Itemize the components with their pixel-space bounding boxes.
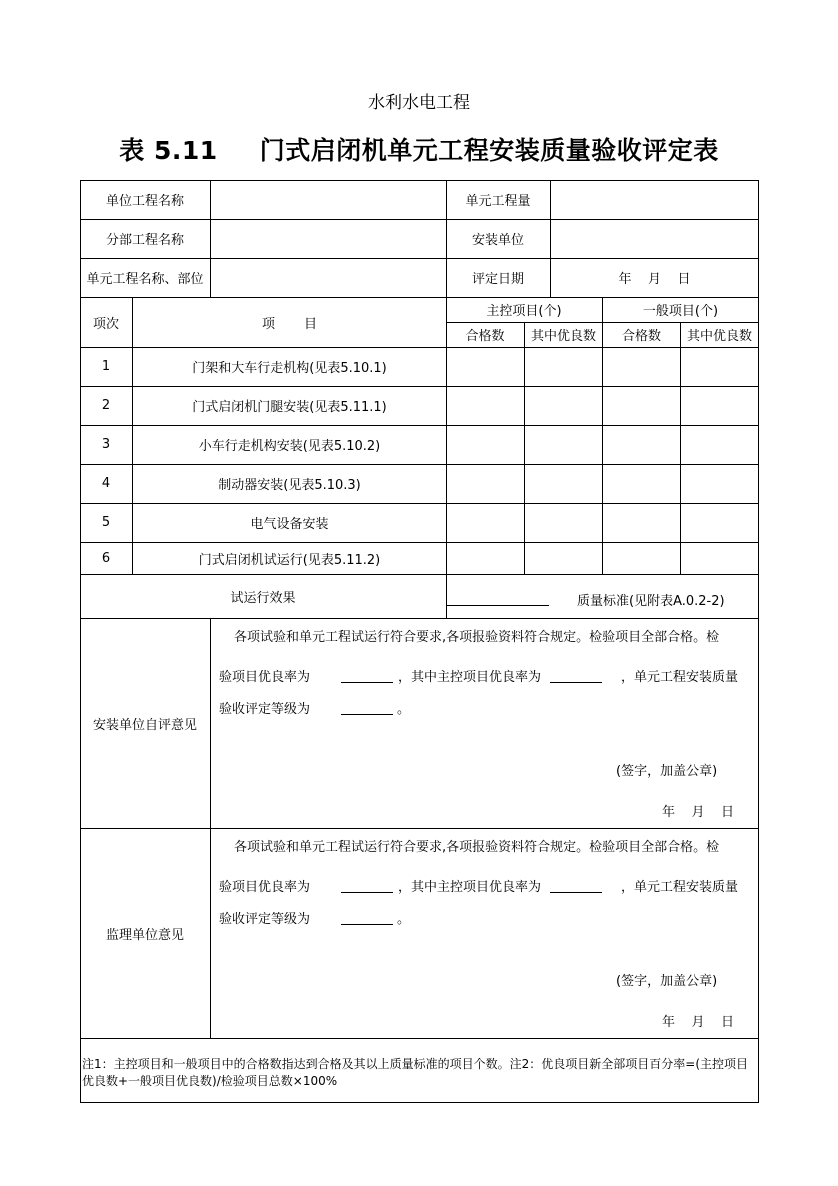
supervisor-rate-blank[interactable] <box>341 892 393 893</box>
row-no: 2 <box>101 398 111 413</box>
row-item: 门式启闭机试运行(见表5.11.2) <box>198 552 381 568</box>
main-items-header: 主控项目(个) <box>486 304 562 319</box>
division-name-value[interactable] <box>211 219 446 258</box>
self-eval-period: 。 <box>397 702 411 717</box>
general-items-header: 一般项目(个) <box>642 304 719 319</box>
self-eval-line1: 各项试验和单元工程试运行符合要求,各项报验资料符合规定。检验项目全部合格。检 <box>234 630 720 645</box>
eval-date-label: 评定日期 <box>471 272 524 287</box>
self-eval-label: 安装单位自评意见 <box>92 717 197 733</box>
unit-quantity-value[interactable] <box>551 180 758 219</box>
general-pass-count-header: 合格数 <box>621 329 661 344</box>
unit-quantity-label: 单元工程量 <box>465 194 531 209</box>
supervisor-grade-blank[interactable] <box>341 924 393 925</box>
row-no: 6 <box>101 550 111 566</box>
self-eval-quality-label: ，单元工程安装质量 <box>621 670 739 685</box>
self-eval-grade-label: 验收评定等级为 <box>219 702 311 717</box>
self-eval-rate-label: 验项目优良率为 <box>219 670 311 685</box>
eval-date-value[interactable]: 年 月 日 <box>618 272 691 287</box>
main-excellent-count-header: 其中优良数 <box>530 329 596 344</box>
unit-project-name-label: 单位工程名称 <box>105 194 184 209</box>
supervisor-date: 年 月 日 <box>662 1015 735 1030</box>
general-excellent-count-header: 其中优良数 <box>686 329 752 344</box>
supervisor-main-rate-label: ，其中主控项目优良率为 <box>398 880 542 895</box>
row-no: 3 <box>101 437 111 452</box>
supervisor-quality-label: ，单元工程安装质量 <box>621 880 739 895</box>
unit-project-name-value[interactable] <box>211 180 446 219</box>
supervisor-rate-label: 验项目优良率为 <box>219 880 311 895</box>
row-no: 1 <box>101 359 111 374</box>
document-title <box>0 131 838 167</box>
element-name-label: 单元工程名称、部位 <box>86 272 204 287</box>
row-item: 门式启闭机门腿安装(见表5.11.1) <box>192 400 387 415</box>
element-name-value[interactable] <box>211 258 446 297</box>
table-title: 门式启闭机单元工程安装质量验收评定表 <box>259 136 719 165</box>
self-eval-rate-blank[interactable] <box>341 682 393 683</box>
footnote: 注1：主控项目和一般项目中的合格数指达到合格及其以上质量标准的项目个数。注2：优良项目新全部项目百分率=(主控项目优良数+一般项目优良数)/检验项目总数×100% <box>82 1057 749 1088</box>
install-unit-label: 安装单位 <box>471 233 524 248</box>
self-eval-main-rate-label: ，其中主控项目优良率为 <box>398 670 542 685</box>
row-item: 电气设备安装 <box>250 517 329 532</box>
self-eval-date: 年 月 日 <box>662 805 735 820</box>
self-eval-main-rate-blank[interactable] <box>550 682 602 683</box>
self-eval-grade-blank[interactable] <box>341 714 393 715</box>
supervisor-label: 监理单位意见 <box>105 927 184 943</box>
install-unit-value[interactable] <box>551 219 758 258</box>
item-header: 项 目 <box>262 316 317 332</box>
supervisor-line1: 各项试验和单元工程试运行符合要求,各项报验资料符合规定。检验项目全部合格。检 <box>234 840 720 855</box>
row-item: 门架和大车行走机构(见表5.10.1) <box>192 361 387 376</box>
row-item: 小车行走机构安装(见表5.10.2) <box>198 439 381 454</box>
supervisor-signature: (签字，加盖公章) <box>616 974 718 989</box>
supervisor-period: 。 <box>397 912 411 927</box>
row-no: 4 <box>101 476 111 491</box>
trial-run-result-blank[interactable] <box>446 605 549 606</box>
supervisor-grade-label: 验收评定等级为 <box>219 912 311 927</box>
row-no: 5 <box>101 515 111 530</box>
supervisor-main-rate-blank[interactable] <box>550 892 602 893</box>
trial-run-standard: 质量标准(见附表A.0.2-2) <box>577 594 725 609</box>
trial-run-label: 试运行效果 <box>230 590 296 606</box>
main-pass-count-header: 合格数 <box>465 329 505 344</box>
table-number: 表 5.11 <box>119 136 218 165</box>
seq-header: 项次 <box>92 316 119 332</box>
division-name-label: 分部工程名称 <box>105 233 184 248</box>
row-item: 制动器安装(见表5.10.3) <box>218 478 361 493</box>
self-eval-signature: (签字，加盖公章) <box>616 764 718 779</box>
document-subtitle: 水利水电工程 <box>368 93 470 113</box>
